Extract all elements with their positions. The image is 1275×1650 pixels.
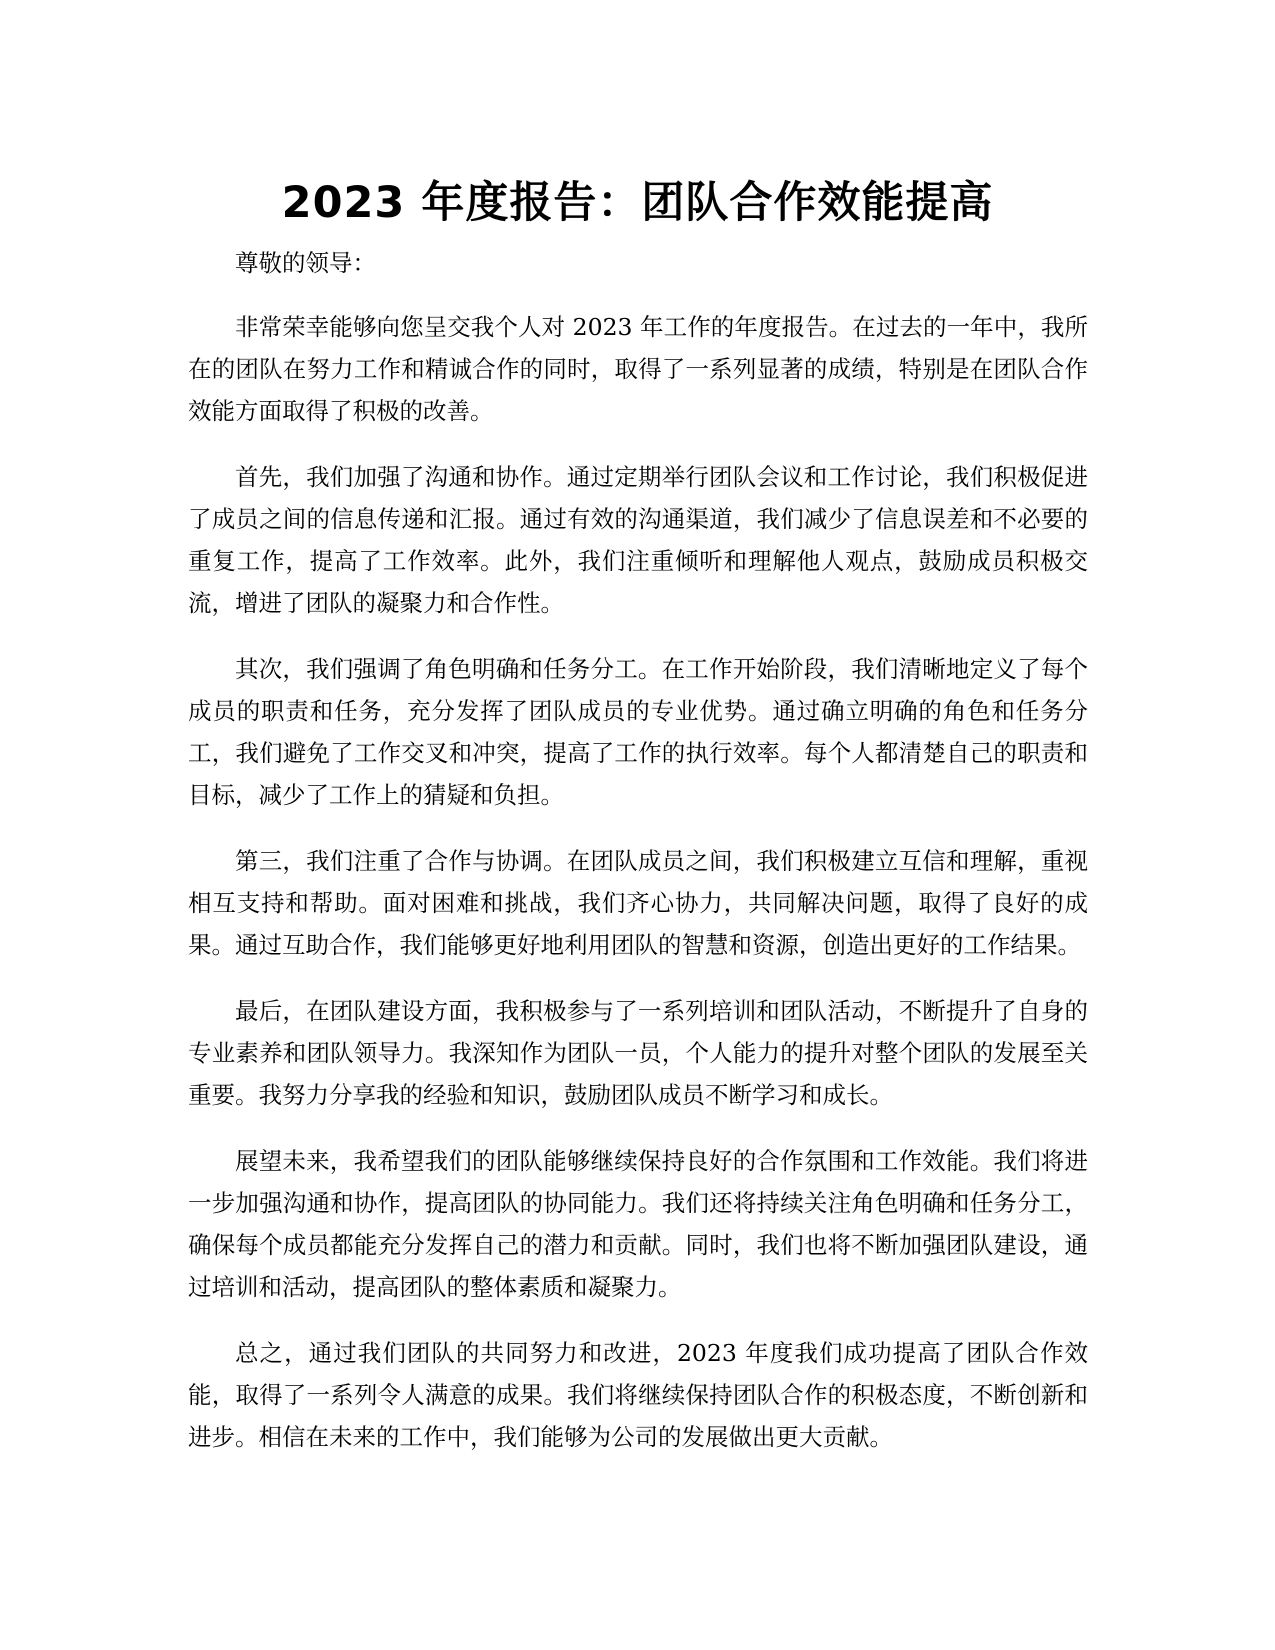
paragraph-conclusion: 总之，通过我们团队的共同努力和改进，2023 年度我们成功提高了团队合作效能，取得了一系列令人满意的成果。我们将继续保持团队合作的积极态度，不断创新和进步。相信在未来的工作中，我们能够为公司的发展做出更大贡献。 — [188, 1339, 1088, 1451]
paragraph-team-building: 最后，在团队建设方面，我积极参与了一系列培训和团队活动，不断提升了自身的专业素养和团队领导力。我深知作为团队一员，个人能力的提升对整个团队的发展至关重要。我努力分享我的经验和知识，鼓励团队成员不断学习和成长。 — [188, 997, 1088, 1109]
document-title: 2023 年度报告：团队合作效能提高 — [281, 177, 994, 228]
paragraph-outlook: 展望未来，我希望我们的团队能够继续保持良好的合作氛围和工作效能。我们将进一步加强沟通和协作，提高团队的协同能力。我们还将持续关注角色明确和任务分工，确保每个成员都能充分发挥自己的潜力和贡献。同时，我们也将不断加强团队建设，通过培训和活动，提高团队的整体素质和凝聚力。 — [188, 1147, 1088, 1301]
paragraph-cooperation: 第三，我们注重了合作与协调。在团队成员之间，我们积极建立互信和理解，重视相互支持和帮助。面对困难和挑战，我们齐心协力，共同解决问题，取得了良好的成果。通过互助合作，我们能够更好地利用团队的智慧和资源，创造出更好的工作结果。 — [188, 847, 1088, 959]
document-body — [188, 242, 1088, 1482]
salutation: 尊敬的领导： — [235, 249, 376, 277]
paragraph-roles: 其次，我们强调了角色明确和任务分工。在工作开始阶段，我们清晰地定义了每个成员的职责和任务，充分发挥了团队成员的专业优势。通过确立明确的角色和任务分工，我们避免了工作交叉和冲突，提高了工作的执行效率。每个人都清楚自己的职责和目标，减少了工作上的猜疑和负担。 — [188, 655, 1088, 809]
paragraph-communication: 首先，我们加强了沟通和协作。通过定期举行团队会议和工作讨论，我们积极促进了成员之间的信息传递和汇报。通过有效的沟通渠道，我们减少了信息误差和不必要的重复工作，提高了工作效率。此外，我们注重倾听和理解他人观点，鼓励成员积极交流，增进了团队的凝聚力和合作性。 — [188, 463, 1088, 617]
paragraph-intro: 非常荣幸能够向您呈交我个人对 2023 年工作的年度报告。在过去的一年中，我所在的团队在努力工作和精诚合作的同时，取得了一系列显著的成绩，特别是在团队合作效能方面取得了积极的改善。 — [188, 313, 1088, 425]
